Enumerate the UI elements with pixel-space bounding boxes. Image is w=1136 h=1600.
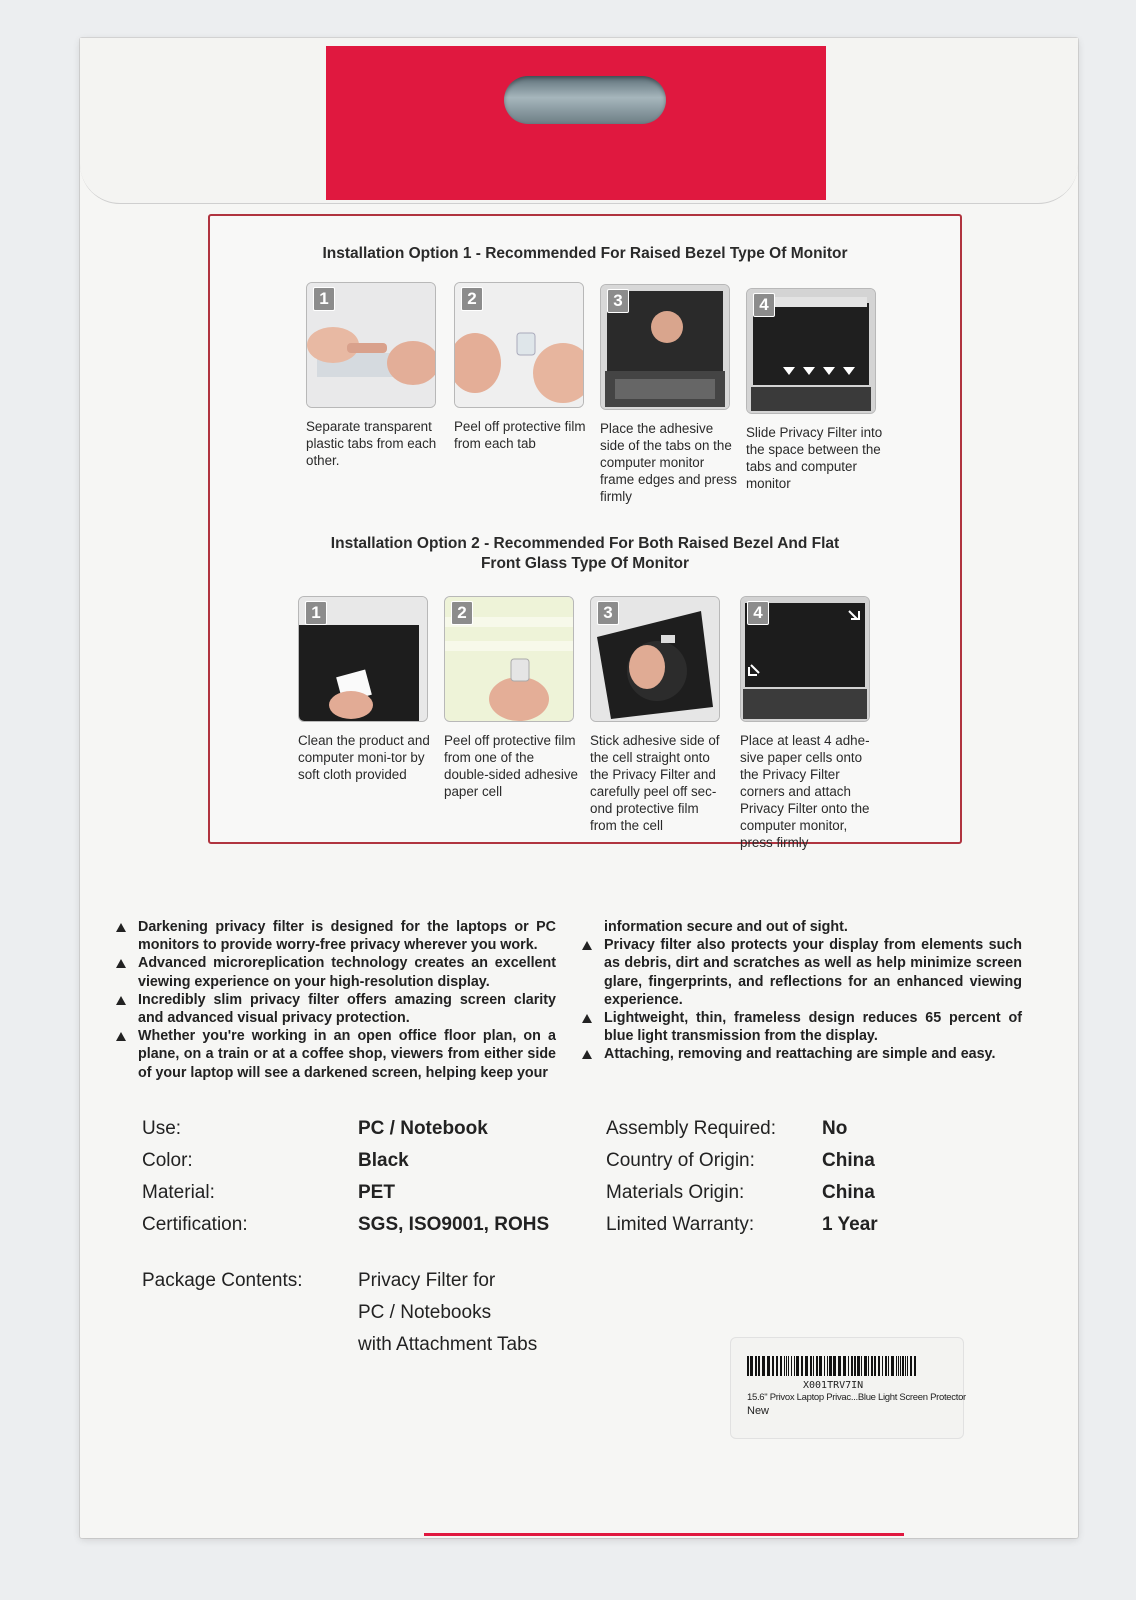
step-description: Peel off protective film from one of the double-sided adhesive paper cell	[444, 733, 579, 799]
installation-instructions	[208, 214, 962, 850]
bottom-red-edge	[424, 1533, 904, 1536]
spec-label: Material:	[142, 1182, 215, 1203]
barcode-description: 15.6" Privox Laptop Privac...Blue Light Screen Protector	[747, 1392, 966, 1403]
triangle-bullet-icon	[116, 923, 126, 932]
step-illustration	[454, 282, 584, 408]
step-number: 2	[451, 601, 473, 625]
spec-row	[606, 1182, 1026, 1210]
barcode-condition: New	[747, 1405, 770, 1417]
step-description: Separate transparent plastic tabs from each other.	[306, 419, 437, 468]
package-back	[80, 38, 1078, 1538]
step-illustration	[600, 284, 730, 410]
barcode-icon	[747, 1356, 917, 1378]
spec-value: PET	[358, 1182, 395, 1203]
spec-value: China	[822, 1150, 875, 1171]
option1-title: Installation Option 1 - Recommended For Raised Bezel Type Of Monitor	[322, 245, 848, 262]
step-description: Place at least 4 adhe-sive paper cells onto the Privacy Filter corners and attach Privacy Filter onto the computer monitor, press firmly	[740, 733, 870, 850]
option1-step-2	[454, 282, 592, 452]
option2-step-2	[444, 596, 582, 800]
triangle-bullet-icon	[116, 1032, 126, 1041]
step-number: 1	[305, 601, 327, 625]
spec-row	[142, 1182, 562, 1210]
spec-value: with Attachment Tabs	[358, 1334, 538, 1355]
step-number: 3	[607, 289, 629, 313]
option2-title: Installation Option 2 - Recommended For Both Raised Bezel And Flat	[330, 535, 840, 552]
spec-label: Materials Origin:	[606, 1182, 745, 1203]
feature-text: Whether you're working in an open office floor plan, on a plane, on a train or at a coffee shop, viewers from either side of your laptop will see a darkened screen, helping keep your	[138, 1028, 556, 1081]
feature-text: Darkening privacy filter is designed for the laptops or PC monitors to provide worry-free privacy wherever you work.	[138, 919, 556, 954]
features-right	[582, 918, 1022, 1064]
hang-hole	[504, 76, 666, 124]
option1-step-4	[746, 288, 884, 492]
step-description: Place the adhesive side of the tabs on the computer monitor frame edges and press firmly	[600, 421, 737, 504]
triangle-bullet-icon	[582, 941, 592, 950]
step-description: Stick adhesive side of the cell straight onto the Privacy Filter and carefully peel off sec-ond protective film from the cell	[590, 733, 720, 833]
spec-value: Black	[358, 1150, 409, 1171]
feature-continuation: information secure and out of sight.	[604, 919, 848, 935]
spec-row	[606, 1150, 1026, 1178]
spec-label: Assembly Required:	[606, 1118, 777, 1139]
feature-item	[116, 1027, 556, 1082]
step-number: 3	[597, 601, 619, 625]
feature-text: Advanced microreplication technology creates an excellent viewing experience on your high-resolution display.	[138, 955, 556, 990]
features-left	[116, 918, 556, 1082]
spec-label: Certification:	[142, 1214, 248, 1235]
step-illustration	[298, 596, 428, 722]
option2-step-1	[298, 596, 436, 783]
feature-item	[116, 991, 556, 1027]
spec-label: Use:	[142, 1118, 182, 1139]
step-illustration	[306, 282, 436, 408]
spec-label: Limited Warranty:	[606, 1214, 755, 1235]
option2-title-line2: Front Glass Type Of Monitor	[480, 555, 690, 572]
step-illustration	[746, 288, 876, 414]
feature-text: Incredibly slim privacy filter offers amazing screen clarity and advanced visual privacy protection.	[138, 991, 556, 1027]
triangle-bullet-icon	[582, 1050, 592, 1059]
feature-item	[582, 936, 1022, 1009]
spec-row	[142, 1118, 562, 1146]
spec-row	[606, 1118, 1026, 1146]
step-number: 2	[461, 287, 483, 311]
feature-item	[582, 1045, 1022, 1063]
fnsku-sticker	[730, 1337, 964, 1439]
spec-row	[606, 1214, 1026, 1242]
triangle-bullet-icon	[582, 1014, 592, 1023]
step-description: Clean the product and computer moni-tor by soft cloth provided	[298, 733, 430, 782]
spec-value: No	[822, 1118, 848, 1139]
feature-item	[582, 1009, 1022, 1045]
spec-value: Privacy Filter for	[358, 1270, 496, 1291]
spec-value: PC / Notebooks	[358, 1302, 492, 1323]
feature-text: Privacy filter also protects your display from elements such as debris, dirt and scratches as well as help minimize screen glare, fingerprints, and reflections for an enhanced viewing experience.	[604, 937, 1022, 1008]
option1-step-3	[600, 284, 738, 505]
spec-value: China	[822, 1182, 875, 1203]
spec-value: SGS, ISO9001, ROHS	[358, 1214, 550, 1235]
package-contents	[142, 1270, 562, 1370]
step-illustration	[590, 596, 720, 722]
feature-item	[116, 954, 556, 990]
spec-row	[142, 1214, 562, 1242]
spec-row	[142, 1150, 562, 1178]
feature-item	[116, 918, 556, 954]
step-number: 4	[753, 293, 775, 317]
step-description: Slide Privacy Filter into the space between the tabs and computer monitor	[746, 425, 883, 491]
feature-text: Attaching, removing and reattaching are simple and easy.	[604, 1046, 996, 1063]
step-illustration	[444, 596, 574, 722]
feature-text: Lightweight, thin, frameless design reduces 65 percent of blue light transmission from the display.	[604, 1010, 1022, 1045]
barcode-code: X001TRV7IN	[803, 1380, 864, 1391]
step-number: 1	[313, 287, 335, 311]
step-illustration	[740, 596, 870, 722]
option2-step-3	[590, 596, 728, 834]
step-description: Peel off protective film from each tab	[454, 419, 586, 451]
option1-step-1	[306, 282, 444, 469]
spec-value: PC / Notebook	[358, 1118, 488, 1139]
spec-label: Country of Origin:	[606, 1150, 755, 1171]
triangle-bullet-icon	[116, 996, 126, 1005]
spec-label: Package Contents:	[142, 1270, 303, 1291]
spec-value: 1 Year	[822, 1214, 878, 1235]
option2-step-4	[740, 596, 878, 851]
step-number: 4	[747, 601, 769, 625]
spec-label: Color:	[142, 1150, 193, 1171]
triangle-bullet-icon	[116, 959, 126, 968]
